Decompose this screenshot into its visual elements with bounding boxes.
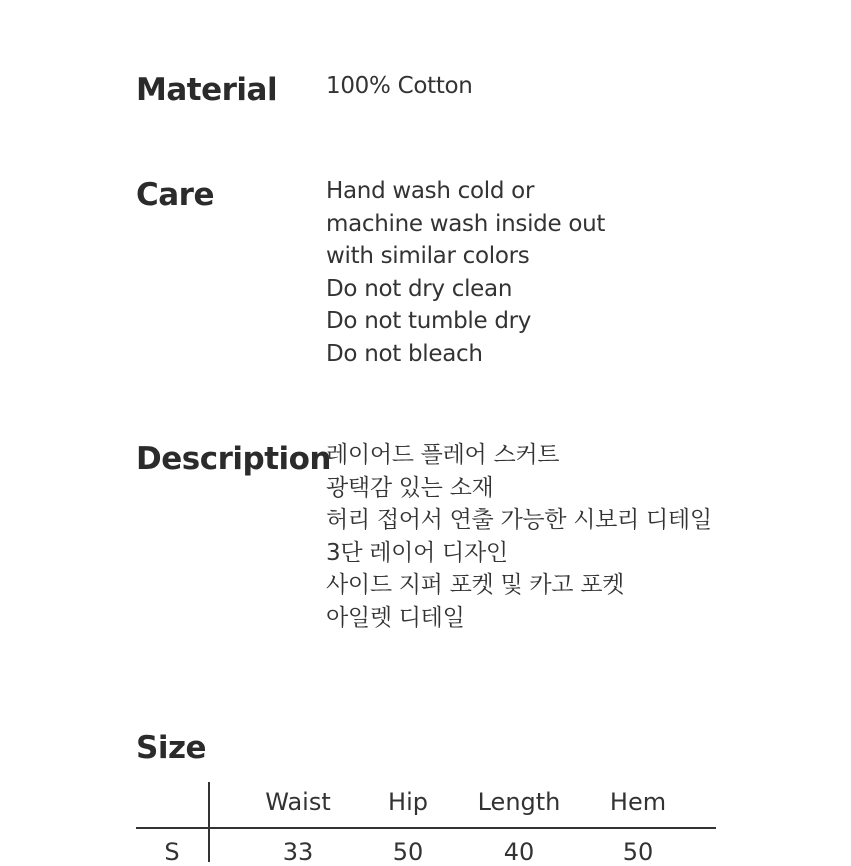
header-hip: Hip bbox=[388, 788, 428, 816]
size-table bbox=[136, 782, 716, 866]
care-line: machine wash inside out bbox=[326, 210, 606, 237]
header-waist: Waist bbox=[265, 788, 331, 816]
description-line: 3단 레이어 디자인 bbox=[326, 539, 508, 566]
header-hem: Hem bbox=[609, 788, 667, 816]
care-line: Do not bleach bbox=[326, 340, 483, 367]
material-label: Material bbox=[136, 72, 278, 108]
care-line: Do not tumble dry bbox=[326, 308, 532, 335]
care-line: Hand wash cold or bbox=[326, 178, 535, 204]
description-line: 레이어드 플레어 스커트 bbox=[326, 442, 560, 468]
cell-length: 40 bbox=[503, 838, 535, 866]
material-value: 100% Cotton bbox=[326, 73, 473, 99]
description-line: 허리 접어서 연출 가능한 시보리 디테일 bbox=[326, 507, 712, 534]
description-line: 광택감 있는 소재 bbox=[326, 474, 494, 501]
care-instructions bbox=[326, 175, 605, 371]
description-line: 아일렛 디테일 bbox=[326, 604, 465, 631]
cell-waist: 33 bbox=[282, 838, 314, 866]
cell-hip: 50 bbox=[392, 838, 424, 866]
care-label: Care bbox=[136, 177, 214, 213]
size-label: Size bbox=[136, 730, 207, 766]
description-lines bbox=[326, 439, 712, 635]
table-divider-horizontal bbox=[136, 827, 716, 829]
table-divider-vertical bbox=[208, 782, 210, 862]
cell-hem: 50 bbox=[622, 838, 654, 866]
header-length: Length bbox=[477, 788, 561, 816]
description-line: 사이드 지퍼 포켓 및 카고 포켓 bbox=[326, 572, 625, 599]
care-line: Do not dry clean bbox=[326, 275, 513, 302]
care-line: with similar colors bbox=[326, 243, 530, 270]
description-label: Description bbox=[136, 441, 332, 477]
material-value-list bbox=[326, 70, 473, 103]
cell-size: S bbox=[164, 838, 180, 866]
